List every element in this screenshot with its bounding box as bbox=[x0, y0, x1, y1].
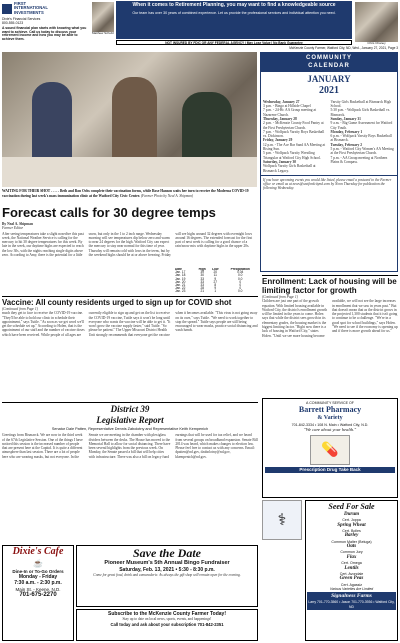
vaccine-story bbox=[2, 296, 258, 400]
save-date-title: Save the Date bbox=[133, 546, 201, 560]
calendar-header bbox=[261, 53, 397, 72]
table-cell: 11 bbox=[213, 273, 217, 278]
logo-line: INVESTMENTS bbox=[14, 9, 44, 15]
calendar-entry: 6 p.m. - Wolfpack Varsity Boys Basketball at Bismarck. bbox=[330, 134, 392, 143]
dixie-cafe-ad bbox=[2, 545, 74, 641]
seed-desc: Cert. Joppa bbox=[342, 518, 361, 523]
banner-body: Our team has over 30 years of combined experience. Let us provide the professional services and individual attention you need. bbox=[132, 10, 336, 15]
vaccination-photo bbox=[2, 52, 257, 187]
pharmacy-ad bbox=[262, 398, 398, 498]
pharmacy-address: 701-842-3334 • 108 N. Main • Watford City, N.D. bbox=[291, 422, 369, 427]
table-cell: 30 bbox=[200, 273, 204, 278]
calendar-entry: Wolfpack Varsity Girls Basketball at Bismarck Legacy. bbox=[263, 164, 316, 173]
vaccine-continued: (Continued from Page 1) bbox=[2, 307, 38, 311]
enrollment-headline: Enrollment: Lack of housing will be limiting factor for growth bbox=[262, 277, 397, 295]
table-header: Precipitation bbox=[230, 268, 250, 271]
calendar-entry: 5:30 p.m. - Wolfpack Girls Basketball vs. Bismarck. bbox=[330, 108, 391, 117]
calendar-entry: 5 p.m. - Wolfpack Varsity Wrestling Triangular at Watford City High School. bbox=[263, 151, 322, 160]
table-cell: 0.0 bbox=[238, 289, 243, 294]
seed-item bbox=[307, 576, 396, 587]
calendar-title: COMMUNITY bbox=[306, 55, 352, 61]
pharmacy-dept: Prescription Drug Take Back bbox=[265, 467, 395, 473]
pharmacy-badge-icon: ⚕ bbox=[262, 500, 302, 540]
person-photo bbox=[92, 2, 114, 32]
table-cell: 39 bbox=[200, 270, 204, 275]
calendar-entry: 2 p.m. - McKenzie County Food Pantry at the First Presbyterian Church. bbox=[263, 121, 324, 130]
calendar-entry: Varsity Girls Basketball at Bismarck High School. bbox=[330, 99, 392, 109]
table-cell: 21 bbox=[200, 289, 204, 294]
calendar-subtitle: CALENDAR bbox=[308, 62, 350, 69]
person-photo bbox=[355, 2, 398, 42]
publication-line: McKenzie County Farmer, Watford City, ND, Wed., January 27, 2021, Page 3 bbox=[289, 46, 398, 50]
person-name: Matthew Schultz bbox=[92, 31, 114, 35]
forecast-byline-role: Farmer Editor bbox=[2, 226, 24, 231]
table-cell: Jan. 21 bbox=[175, 283, 186, 288]
photo-caption-block bbox=[2, 188, 257, 204]
seed-footer: Various Varieties Are Limited bbox=[329, 587, 374, 592]
logo-mark-icon bbox=[2, 4, 12, 14]
seed-item bbox=[307, 566, 396, 577]
calendar-note: If you have upcoming events you would like listed, please email a postcard to the Farmer office or email us at news@watfordcitynd.com by Noon Thursday for publication the following Wednesday. bbox=[261, 175, 397, 193]
table-cell: 0.0 bbox=[238, 273, 243, 278]
pharmacy-intro: A COMMUNITY SERVICE OF bbox=[306, 401, 354, 405]
subscribe-phone: Call today and ask about your subscription 701-842-2351 bbox=[110, 621, 224, 627]
seed-item bbox=[307, 544, 396, 555]
seed-title: Seed For Sale bbox=[328, 502, 375, 511]
subscribe-body: Stay up to date on local news, sports, events, and happenings! bbox=[122, 617, 212, 622]
vaccine-headline: Vaccine: All county residents urged to sign up for COVID shot bbox=[2, 298, 232, 307]
person-photo-right bbox=[355, 2, 398, 48]
seed-item bbox=[307, 523, 396, 534]
calendar-entry: 12 p.m. - The Ace Bar Sand AA Meeting at Rising Sun. bbox=[263, 142, 326, 152]
seed-desc: Cert. Bolles bbox=[342, 528, 361, 533]
table-cell: Jan. 20 bbox=[175, 279, 186, 284]
photo-credit: (Farmer Photo by Neal A. Shipman) bbox=[140, 194, 194, 199]
forecast-table bbox=[175, 268, 259, 294]
district-number: District 39 bbox=[110, 404, 150, 414]
advisor-phone: 800-555-0123 bbox=[2, 21, 24, 26]
seed-item bbox=[307, 555, 396, 566]
banner-headline: When it comes to Retirement Planning, you may want to find a knowledgeable source bbox=[132, 2, 336, 8]
district-report bbox=[2, 402, 258, 542]
table-cell: 1 bbox=[214, 289, 217, 294]
calendar-entry: 5 p.m. - Watford City Women's AA Meeting at the First Presbyterian Church. bbox=[330, 147, 394, 156]
calendar-entry: 7 p.m. - 24-Hr. AA Group meeting at Nazarene Church. bbox=[263, 108, 317, 117]
calendar-entry: 9 a.m. - Big Game Assessment for Watford City Youth. bbox=[330, 121, 393, 130]
table-cell: Jan. 18 bbox=[175, 273, 186, 278]
table-cell: 0.0 bbox=[238, 276, 243, 281]
table-cell: 8 bbox=[214, 283, 217, 288]
vaccine-body: much they get to face to receive the COVID-19 vaccine. "They'll be able to hold our clinic in schedule their appointment," says Tuttle. "As soon as we get word we'll get the schedule set up." According to Holen, that is the appointment of our staff and the number of vaccine doses which have been received. While people of all ages are currently eligible to sign up and get on the list to receive the COVID-19 vaccine, Tuttle says it won't be long until everyone who wants the vaccine will be able to get it. "It won't grow the vaccine supply faster," said Tuttle. "So please be patient." The Upper Missouri District Health Unit strongly recommends that everyone get the vaccine when it becomes available. "This virus is not going away on its own," says Tuttle. "We need to work together to stop the spread." Tuttle says people are still being encouraged to wear masks, practice social distancing and wash hands. bbox=[2, 311, 258, 337]
save-date-event: Pioneer Museum's 5th Annual Bingo Fundraiser bbox=[104, 560, 230, 566]
cafe-phone: 701-675-2270 bbox=[19, 592, 57, 599]
enrollment-story bbox=[262, 275, 398, 395]
table-cell: Jan. 23 bbox=[175, 289, 186, 294]
table-cell: Jan. 17 bbox=[175, 270, 186, 275]
pill-icon: 💊 bbox=[310, 435, 350, 465]
table-cell: 33 bbox=[200, 279, 204, 284]
cafe-logo-icon: ☕ bbox=[33, 558, 43, 568]
seed-name: Green Peas bbox=[339, 576, 364, 582]
save-date-details: Saturday, Feb. 13, 2021 • 5:30 - 8:30 p.m. bbox=[119, 566, 215, 573]
enrollment-continued: (Continued from Page 1) bbox=[262, 295, 298, 299]
calendar-entry: Saturday, January 30 bbox=[263, 159, 297, 164]
subscribe-headline: Subscribe to the McKenzie County Farmer Today! bbox=[108, 611, 226, 617]
person-photo-left bbox=[92, 2, 114, 38]
seed-item bbox=[307, 512, 396, 523]
masthead-banner bbox=[116, 1, 352, 39]
table-cell: Jan. 19 bbox=[175, 276, 186, 281]
pharmacy-name2: & Variety bbox=[317, 415, 343, 422]
table-cell: 9 bbox=[214, 286, 217, 291]
forecast-body: After seeing temperatures take a slight nosedive this past week, the National Weather Service is calling for the mercury to hit 30 degree temperatures for this week. By late in the week, our daytime highs are expected to reach the low 30s, with the nights reaching single digits above zero. According to Amy, there is the potential for a little snow, but only in the 1 to 2 inch range. Wednesday morning will see temperatures dip below zero and warm to near 24 degrees for the high. Watford City can expect the mercury to stay near normal for this time of year. Thursday will remain cold with lows in the teens, but by the weekend highs should be at or above freezing. Friday will see highs around 32 degrees with overnight lows around 16 degrees. The extended forecast for the first part of next week is calling for a good chance of a rain/snow mix with daytime highs in the upper 20s. bbox=[2, 231, 253, 258]
seed-name: Durum bbox=[343, 512, 359, 517]
seed-name: Oats bbox=[346, 544, 357, 550]
calendar-entry: 3 p.m. - Bingo at Hillside Chapel bbox=[263, 104, 311, 109]
calendar-month: JANUARY bbox=[307, 74, 351, 84]
logo-line: FIRST bbox=[14, 1, 27, 6]
calendar-entry: Sunday, January 31 bbox=[330, 116, 361, 121]
cafe-hours-days: Monday - Friday bbox=[18, 574, 58, 581]
table-cell: Jan. 22 bbox=[175, 286, 186, 291]
ad-text: A sound financial plan starts with knowing what you want to achieve. Call us today to discuss your retirement income and how you may be able to achieve them. bbox=[2, 25, 87, 42]
save-date-note: Come for great food, drink and camaraderie. As always the gift shop will remain open for the evening. bbox=[93, 573, 241, 578]
advisor-line: Dixie's Financial Services bbox=[2, 17, 41, 22]
cafe-address: Main St. - Keene, N.D. bbox=[15, 586, 61, 592]
seed-org: Signalness Farms bbox=[331, 593, 372, 600]
table-header: High bbox=[198, 268, 206, 271]
table-cell: 0 bbox=[239, 283, 242, 288]
save-the-date-ad bbox=[76, 545, 258, 607]
calendar-column-left bbox=[263, 100, 328, 173]
pharmacy-name: Barrett Pharmacy bbox=[298, 405, 362, 415]
cafe-tagline: Dine-In or To-Go Orders bbox=[12, 568, 64, 574]
seed-ad bbox=[305, 500, 398, 641]
table-cell: 20 bbox=[213, 270, 218, 275]
seed-name: Barley bbox=[344, 533, 359, 539]
seed-item bbox=[307, 533, 396, 544]
seed-name: Spring Wheat bbox=[337, 522, 366, 528]
disclaimer: NOT INSURED BY FDIC OR ANY FEDERAL AGENCY | May Lose Value | No Bank Guarantee bbox=[116, 40, 352, 45]
calendar-month-block bbox=[261, 72, 397, 100]
district-body: Greetings from Bismarck. We are now in the third week of the 67th Legislative Session. One of the things I have noticed this session is the increased number of people that are present here at the Capitol. It is quite a different atmosphere than last session. There are a lot of people here who are wearing masks, but not everyone. In the Senate we are meeting in the chamber with plexiglass dividers between the desks. The House has moved to the Memorial Hall to allow for social distancing. There have been several highlights from the previous week. On Monday, the Senate passed a bill that will help cities with infrastructure. There was also a bill on legacy fund earnings that will be used for tax relief, and we heard from several groups on broadband expansion. Senate Bill 2014 was heard, which makes changes to election law. Please feel free to contact us with any concerns. Email: dpatten@nd.gov, dzabolotny@nd.gov, kkempenich@nd.gov. bbox=[2, 433, 258, 459]
pharmacy-slogan: "We care about your health." bbox=[303, 427, 357, 433]
table-cell: 9 bbox=[214, 276, 217, 281]
calendar-entry: Thursday, January 28 bbox=[263, 116, 297, 121]
forecast-headline: Forecast calls for 30 degree temps bbox=[2, 205, 216, 220]
table-cell: 28 bbox=[200, 286, 204, 291]
community-calendar bbox=[260, 52, 398, 272]
photo-caption: WAITING FOR THEIR SHOT . . . . . Beth and Ron Ochs complete their vaccination forms, while Rose Hanson waits her turn to receive the Moderna COVID-19 vaccination during last week's mass immunization clinic at the Watford City Civic Center. bbox=[2, 189, 249, 199]
subscribe-ad bbox=[76, 609, 258, 641]
district-header bbox=[2, 403, 258, 431]
table-cell: 33 bbox=[200, 283, 204, 288]
table-cell: 27 bbox=[213, 279, 218, 284]
masthead-left-ad bbox=[0, 0, 90, 50]
table-cell: 33 bbox=[200, 276, 204, 281]
district-title: Legislative Report bbox=[96, 415, 164, 426]
enrollment-body: Children are just one part of the growth equation. With limited housing available in Watford City, the district's enrollment growth will be limited in the years to come. Holen says that while the district sees growth in its elementary grades, the housing market is the biggest limiting factor. "Right now there is a lack of housing in Watford City," states Holen. "Until we see more housing become available, we will not see the large increases in enrollment that we saw in years past." But that doesn't mean that as the district grows in the projected 1,300 students that it isn't going to continue to be a challenge. "We're in a good spot for school buildings," says Holen. "We need to see if the economy is opening up and if there is more growth ahead for us." bbox=[262, 299, 398, 338]
seed-desc: Common Jury bbox=[340, 550, 363, 555]
seed-contact: Larry 701-770-3560 • Jason 701-770-3936 • Watford City, ND bbox=[308, 600, 395, 609]
seed-desc: Cert. Agassiz bbox=[340, 582, 363, 587]
calendar-entry: 7 p.m. - Wolfpack Varsity Boys Basketball vs. Dickinson. bbox=[263, 129, 325, 139]
calendar-entry: Wednesday, January 27 bbox=[263, 99, 300, 104]
photo-table bbox=[2, 157, 257, 187]
logo bbox=[0, 0, 90, 17]
district-names: Senator Dale Patten, Representative Dennis Zabolotny and Representative Keith Kempenich bbox=[51, 426, 209, 431]
person-name: Chris Chaney bbox=[367, 41, 386, 45]
seed-desc: Cert. Omega bbox=[341, 561, 362, 566]
calendar-entry: Friday, January 29 bbox=[263, 138, 293, 143]
table-cell: 0 bbox=[239, 279, 242, 284]
calendar-entry: 7 p.m. - AA Group meeting at Northern Plains & Compass. bbox=[330, 155, 388, 164]
table-row bbox=[175, 290, 259, 293]
seed-name: Flax bbox=[346, 554, 357, 560]
calendar-entry: Monday, February 1 bbox=[330, 129, 363, 134]
seed-org-block bbox=[307, 592, 396, 609]
table-header: Low bbox=[212, 268, 219, 271]
calendar-column-right bbox=[331, 100, 396, 173]
table-header: Date bbox=[175, 268, 182, 271]
seed-name: Lentils bbox=[344, 565, 359, 571]
cafe-name: Dixie's Cafe bbox=[12, 546, 64, 557]
calendar-entry: Tuesday, February 2 bbox=[330, 142, 363, 147]
cafe-hours-times: 7:30 a.m. - 2:30 p.m. bbox=[14, 580, 62, 587]
seed-desc: Cert. Avondale bbox=[339, 571, 364, 576]
seed-desc: Common Malter (Beluga) bbox=[331, 539, 372, 544]
calendar-year: 2021 bbox=[319, 85, 339, 97]
table-cell: 0.04 bbox=[237, 270, 244, 275]
table-cell: 0 bbox=[239, 286, 242, 291]
forecast-byline: By Neal A. Shipman bbox=[2, 222, 33, 226]
logo-line: INTERNATIONAL bbox=[14, 5, 48, 11]
